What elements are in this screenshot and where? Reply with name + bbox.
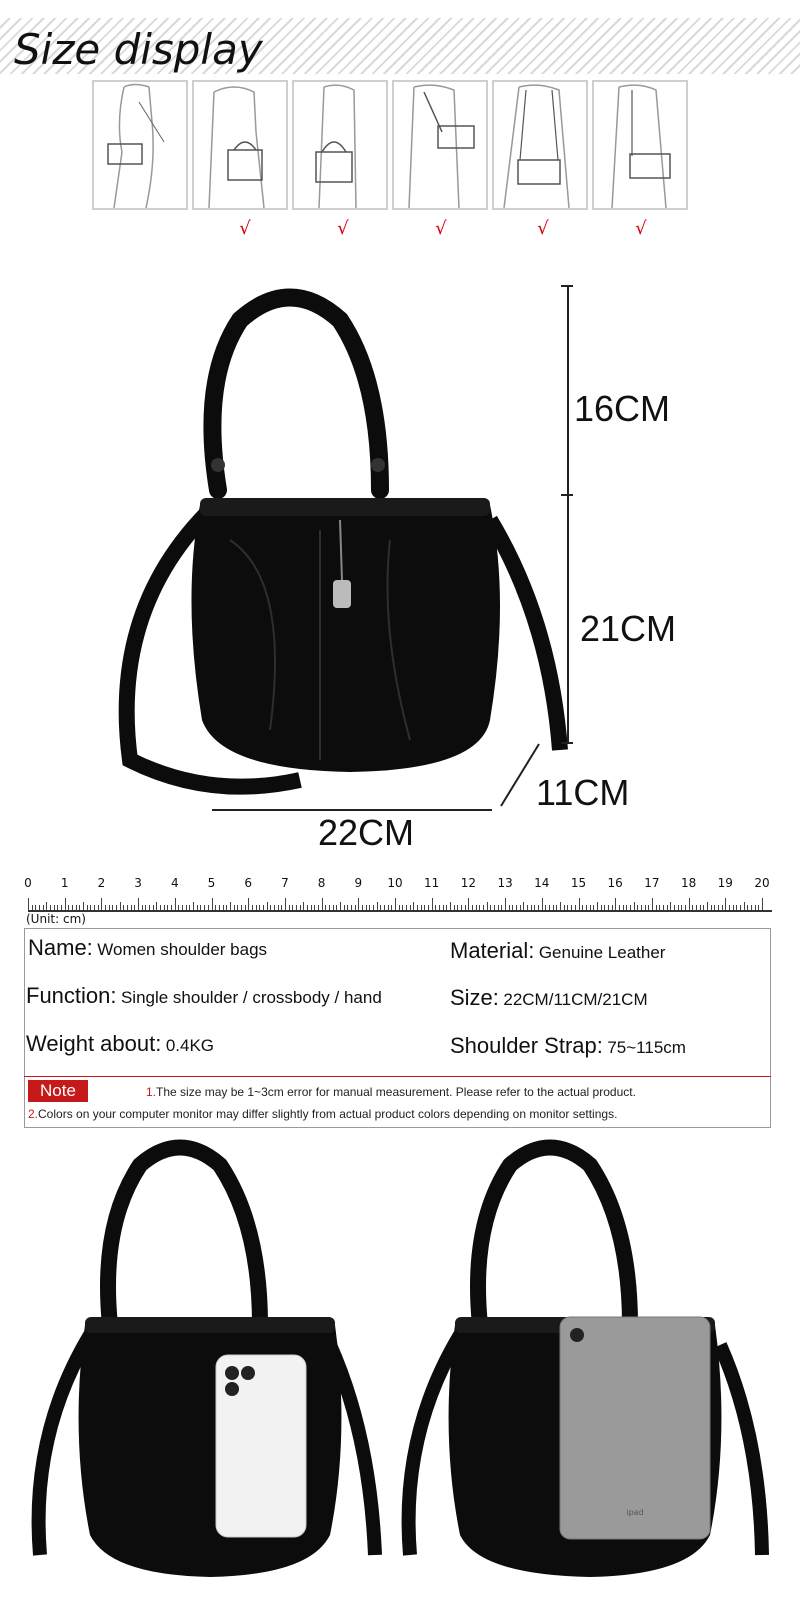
ruler-tick: [755, 905, 756, 910]
ruler-tick: [725, 898, 726, 910]
ruler-tick: [564, 905, 565, 910]
check-icon: √: [239, 218, 251, 239]
ruler-tick: [164, 905, 165, 910]
ruler-number: 18: [680, 876, 697, 890]
ruler-tick: [718, 905, 719, 910]
ruler-tick: [373, 905, 374, 910]
ruler-tick: [380, 905, 381, 910]
ruler-tick: [549, 905, 550, 910]
ruler-tick: [197, 905, 198, 910]
ruler-tick: [714, 905, 715, 910]
ruler-tick: [109, 905, 110, 910]
ruler-tick: [186, 905, 187, 910]
ruler-tick: [597, 902, 598, 910]
ruler-tick: [263, 905, 264, 910]
ruler-tick: [450, 902, 451, 910]
ruler-tick: [318, 905, 319, 910]
ruler-tick: [43, 905, 44, 910]
ruler-tick: [131, 905, 132, 910]
ruler-tick: [582, 905, 583, 910]
ruler-tick: [98, 905, 99, 910]
ruler-tick: [479, 905, 480, 910]
ruler-tick: [35, 905, 36, 910]
ruler-tick: [740, 905, 741, 910]
width-line: [212, 809, 492, 811]
ruler-tick: [314, 905, 315, 910]
name-value: Women shoulder bags: [97, 940, 268, 959]
ruler-tick: [241, 905, 242, 910]
ruler-tick: [410, 905, 411, 910]
ruler-number: 9: [354, 876, 363, 890]
ruler-tick: [234, 905, 235, 910]
ruler-tick: [333, 905, 334, 910]
ruler-tick: [413, 902, 414, 910]
ruler-tick: [391, 905, 392, 910]
ruler-tick: [733, 905, 734, 910]
ruler-tick: [57, 905, 58, 910]
ruler-tick: [193, 902, 194, 910]
ruler-tick: [322, 898, 323, 910]
ruler-tick: [421, 905, 422, 910]
ruler-tick: [648, 905, 649, 910]
ruler-tick: [454, 905, 455, 910]
ruler-tick: [83, 902, 84, 910]
ruler-tick: [692, 905, 693, 910]
ruler-tick: [79, 905, 80, 910]
ruler-tick: [531, 905, 532, 910]
wear-style-clutch-tile: [92, 80, 188, 210]
ruler-tick: [325, 905, 326, 910]
check-icon: √: [635, 218, 647, 239]
ruler-tick: [395, 898, 396, 910]
weight-label: Weight about:: [26, 1031, 162, 1056]
ruler-tick: [226, 905, 227, 910]
ruler-tick: [171, 905, 172, 910]
ruler-tick: [689, 898, 690, 910]
ruler-tick: [494, 905, 495, 910]
dim-tick: [561, 742, 573, 744]
ruler-tick: [61, 905, 62, 910]
ruler-tick: [351, 905, 352, 910]
ruler-number: 20: [754, 876, 770, 890]
check-icon: √: [537, 218, 549, 239]
ruler-tick: [538, 905, 539, 910]
ruler-tick: [542, 898, 543, 910]
ruler-tick: [468, 898, 469, 910]
ruler-number: 1: [60, 876, 69, 890]
height-line: [567, 495, 569, 743]
wear-style-handheld-tile: [192, 80, 288, 210]
ruler-tick: [68, 905, 69, 910]
wear-style-elbow-tile: [292, 80, 388, 210]
ruler-tick: [634, 902, 635, 910]
bag-with-tablet-image: [400, 1135, 770, 1595]
strap-label: Shoulder Strap:: [450, 1033, 603, 1058]
ruler-tick: [593, 905, 594, 910]
ruler-tick: [674, 905, 675, 910]
ruler-tick: [751, 905, 752, 910]
elbow-pose-illustration: [294, 82, 386, 208]
ruler-tick: [230, 902, 231, 910]
ruler-number: 17: [644, 876, 660, 890]
ruler-tick: [142, 905, 143, 910]
ruler-tick: [685, 905, 686, 910]
size-label: Size:: [450, 985, 499, 1010]
ruler-tick: [347, 905, 348, 910]
ruler-tick: [101, 898, 102, 910]
ruler-tick: [707, 902, 708, 910]
note-badge: Note: [28, 1080, 88, 1102]
ruler-tick: [615, 898, 616, 910]
size-value: 22CM/11CM/21CM: [503, 990, 648, 1009]
ruler-tick: [50, 905, 51, 910]
check-icon: √: [435, 218, 447, 239]
ruler-tick: [285, 898, 286, 910]
ruler-tick: [736, 905, 737, 910]
ruler-tick: [72, 905, 73, 910]
ruler-tick: [149, 905, 150, 910]
ruler-tick: [744, 902, 745, 910]
name-label: Name:: [28, 935, 93, 960]
wear-style-crossbody-tile: [492, 80, 588, 210]
ruler-tick: [178, 905, 179, 910]
ruler-tick: [212, 898, 213, 910]
ruler-number: 4: [170, 876, 179, 890]
ruler-tick: [369, 905, 370, 910]
ruler-tick: [406, 905, 407, 910]
ruler-tick: [336, 905, 337, 910]
ruler-tick: [292, 905, 293, 910]
handle-height-label: 16CM: [574, 388, 671, 429]
ruler-tick: [556, 905, 557, 910]
ruler-tick: [461, 905, 462, 910]
ruler-tick: [362, 905, 363, 910]
ruler-tick: [579, 898, 580, 910]
ruler-tick: [586, 905, 587, 910]
ruler-tick: [652, 898, 653, 910]
ruler-tick: [399, 905, 400, 910]
function-value: Single shoulder / crossbody / hand: [120, 988, 382, 1007]
ruler-tick: [32, 905, 33, 910]
note-divider: [24, 1076, 771, 1077]
ruler-tick: [402, 905, 403, 910]
spec-material: [450, 938, 665, 964]
ruler-tick: [626, 905, 627, 910]
handheld-pose-illustration: [194, 82, 286, 208]
ruler-tick: [219, 905, 220, 910]
ruler-tick: [637, 905, 638, 910]
ruler-number: 19: [717, 876, 733, 890]
ruler-tick: [90, 905, 91, 910]
ruler-tick: [678, 905, 679, 910]
ruler-tick: [446, 905, 447, 910]
ruler-tick: [281, 905, 282, 910]
ruler-tick: [516, 905, 517, 910]
width-label: 22CM: [318, 812, 415, 853]
ruler-tick: [248, 898, 249, 910]
strap-value: 75~115cm: [607, 1038, 686, 1057]
ruler-number: 6: [244, 876, 252, 890]
note-1-number: 1.: [146, 1085, 157, 1099]
ruler-tick: [267, 902, 268, 910]
depth-label: 11CM: [536, 772, 630, 813]
ruler-tick: [54, 905, 55, 910]
ruler-tick: [619, 905, 620, 910]
ruler-tick: [76, 905, 77, 910]
ruler-tick: [443, 905, 444, 910]
ruler-tick: [667, 905, 668, 910]
wear-style-side-tile: [592, 80, 688, 210]
spec-strap: [450, 1033, 686, 1059]
ruler-tick: [270, 905, 271, 910]
note-2-number: 2.: [28, 1107, 39, 1121]
side-pose-illustration: [594, 82, 686, 208]
ruler-tick: [465, 905, 466, 910]
ruler-tick: [160, 905, 161, 910]
ruler-number: 15: [570, 876, 587, 890]
ruler-tick: [670, 902, 671, 910]
ruler-tick: [300, 905, 301, 910]
note-1-text: The size may be 1~3cm error for manual measurement. Please refer to the actual product.: [156, 1085, 636, 1099]
note-line-2: [28, 1107, 617, 1121]
ruler-tick: [623, 905, 624, 910]
ruler-tick: [259, 905, 260, 910]
function-label: Function:: [26, 983, 117, 1008]
ruler-tick: [134, 905, 135, 910]
ruler-tick: [208, 905, 209, 910]
ruler-tick: [590, 905, 591, 910]
dim-tick: [561, 285, 573, 287]
ruler-tick: [388, 905, 389, 910]
tablet-label: ipad: [626, 1508, 644, 1517]
ruler-number: 8: [317, 876, 326, 890]
ruler-tick: [182, 905, 183, 910]
ruler-tick: [358, 898, 359, 910]
ruler-tick: [700, 905, 701, 910]
ruler-tick: [729, 905, 730, 910]
ruler-tick: [681, 905, 682, 910]
tablet-icon: [560, 1317, 710, 1539]
ruler-tick: [138, 898, 139, 910]
spec-name: [28, 935, 267, 961]
ruler-tick: [223, 905, 224, 910]
note-2-text: Colors on your computer monitor may differ slightly from actual product colors depending on monitor settings.: [38, 1107, 618, 1121]
ruler-tick: [377, 902, 378, 910]
ruler-tick: [490, 905, 491, 910]
ruler-tick: [612, 905, 613, 910]
ruler-tick: [366, 905, 367, 910]
ruler-tick: [722, 905, 723, 910]
spec-function: [26, 983, 382, 1009]
ruler-tick: [200, 905, 201, 910]
ruler-tick: [175, 898, 176, 910]
ruler-tick: [659, 905, 660, 910]
ruler-tick: [457, 905, 458, 910]
ruler-tick: [534, 905, 535, 910]
ruler-tick: [567, 905, 568, 910]
ruler-tick: [696, 905, 697, 910]
ruler-tick: [116, 905, 117, 910]
check-icon: √: [337, 218, 349, 239]
phone-icon: [216, 1355, 306, 1537]
ruler-number: 12: [460, 876, 477, 890]
ruler-tick: [256, 905, 257, 910]
ruler-tick: [384, 905, 385, 910]
ruler-tick: [711, 905, 712, 910]
ruler-tick: [46, 902, 47, 910]
ruler-number: 14: [534, 876, 550, 890]
ruler-tick: [344, 905, 345, 910]
ruler-tick: [252, 905, 253, 910]
ruler-tick: [472, 905, 473, 910]
ruler-tick: [311, 905, 312, 910]
ruler-tick: [703, 905, 704, 910]
ruler-tick: [523, 902, 524, 910]
ruler-tick: [509, 905, 510, 910]
ruler-tick: [127, 905, 128, 910]
ruler-tick: [289, 905, 290, 910]
ruler-tick: [28, 898, 29, 910]
ruler-tick: [417, 905, 418, 910]
ruler-tick: [167, 905, 168, 910]
ruler-tick: [501, 905, 502, 910]
ruler-number: 16: [607, 876, 623, 890]
spec-weight: [26, 1031, 214, 1057]
ruler-tick: [94, 905, 95, 910]
ruler-tick: [663, 905, 664, 910]
ruler-number: 5: [207, 876, 216, 890]
ruler-tick: [215, 905, 216, 910]
ruler-tick: [604, 905, 605, 910]
ruler-tick: [424, 905, 425, 910]
ruler-number: 7: [281, 876, 289, 890]
ruler-tick: [527, 905, 528, 910]
material-label: Material:: [450, 938, 535, 963]
note-line-1: [146, 1085, 636, 1099]
ruler-tick: [274, 905, 275, 910]
ruler-tick: [189, 905, 190, 910]
page-title: Size display: [14, 25, 263, 74]
ruler-tick: [278, 905, 279, 910]
ruler-tick: [307, 905, 308, 910]
ruler-tick: [656, 905, 657, 910]
ruler-tick: [65, 898, 66, 910]
ruler-tick: [237, 905, 238, 910]
ruler-tick: [105, 905, 106, 910]
ruler-tick: [758, 905, 759, 910]
ruler-tick: [428, 905, 429, 910]
ruler-tick: [145, 905, 146, 910]
ruler-tick: [303, 902, 304, 910]
bag-with-phone-image: [30, 1135, 390, 1595]
ruler-tick: [112, 905, 113, 910]
ruler-tick: [435, 905, 436, 910]
handle-height-line: [567, 285, 569, 495]
ruler-tick: [483, 905, 484, 910]
ruler-tick: [505, 898, 506, 910]
ruler-tick: [432, 898, 433, 910]
ruler-unit: (Unit: cm): [26, 912, 86, 926]
ruler-tick: [762, 898, 763, 910]
ruler-tick: [645, 905, 646, 910]
ruler-tick: [553, 905, 554, 910]
ruler-number: 3: [134, 876, 142, 890]
clutch-pose-illustration: [94, 82, 186, 208]
wear-style-shoulder-tile: [392, 80, 488, 210]
ruler-tick: [641, 905, 642, 910]
ruler-number: 10: [387, 876, 403, 890]
ruler-number: 13: [497, 876, 513, 890]
main-bag-image: [90, 280, 570, 820]
ruler: [28, 910, 772, 912]
ruler-number: 0: [24, 876, 32, 890]
ruler-tick: [39, 905, 40, 910]
crossbody-pose-illustration: [494, 82, 586, 208]
ruler-tick: [476, 905, 477, 910]
ruler-tick: [560, 902, 561, 910]
ruler-tick: [296, 905, 297, 910]
height-label: 21CM: [580, 608, 677, 649]
ruler-number: 2: [97, 876, 106, 890]
ruler-tick: [355, 905, 356, 910]
material-value: Genuine Leather: [538, 943, 666, 962]
ruler-tick: [545, 905, 546, 910]
ruler-number: 11: [424, 876, 440, 890]
weight-value: 0.4KG: [165, 1036, 215, 1055]
ruler-tick: [245, 905, 246, 910]
ruler-tick: [204, 905, 205, 910]
title-band: [0, 18, 800, 74]
ruler-tick: [512, 905, 513, 910]
ruler-tick: [123, 905, 124, 910]
ruler-tick: [571, 905, 572, 910]
ruler-tick: [329, 905, 330, 910]
ruler-tick: [608, 905, 609, 910]
ruler-tick: [87, 905, 88, 910]
ruler-tick: [153, 905, 154, 910]
shoulder-pose-illustration: [394, 82, 486, 208]
ruler-tick: [340, 902, 341, 910]
ruler-tick: [601, 905, 602, 910]
ruler-tick: [120, 902, 121, 910]
ruler-tick: [439, 905, 440, 910]
ruler-tick: [575, 905, 576, 910]
ruler-tick: [747, 905, 748, 910]
ruler-tick: [487, 902, 488, 910]
spec-size: [450, 985, 648, 1011]
ruler-tick: [630, 905, 631, 910]
ruler-tick: [498, 905, 499, 910]
ruler-tick: [156, 902, 157, 910]
ruler-tick: [520, 905, 521, 910]
